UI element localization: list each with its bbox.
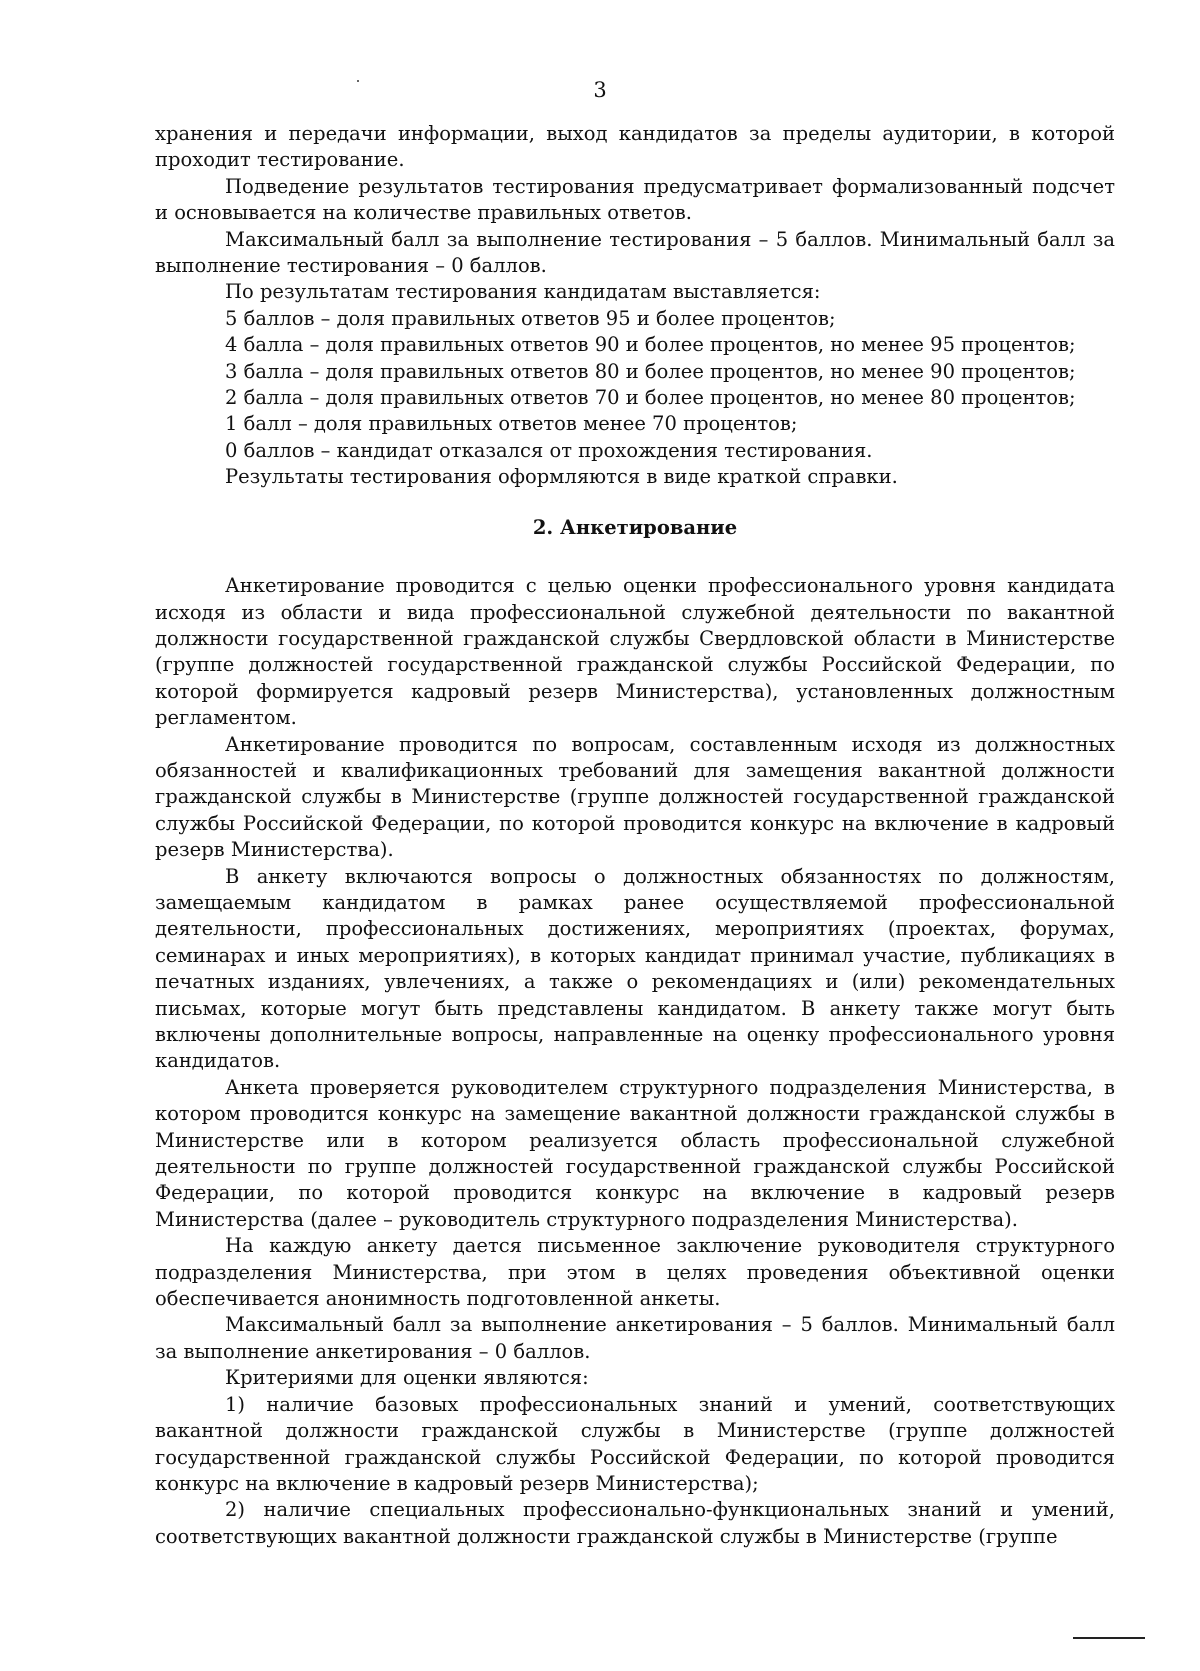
continuation-paragraph: хранения и передачи информации, выход кандидатов за пределы аудитории, в которой проходит тестирование. <box>155 122 1115 172</box>
score-item: 5 баллов – доля правильных ответов 95 и более процентов; <box>225 306 836 330</box>
criteria-intro-paragraph: Критериями для оценки являются: <box>225 1366 589 1390</box>
section-heading: 2. Анкетирование <box>532 515 738 539</box>
score-item: 2 балла – доля правильных ответов 70 и более процентов, но менее 80 процентов; <box>225 386 1076 410</box>
score-item: 1 балл – доля правильных ответов менее 70 процентов; <box>225 412 798 436</box>
section-paragraph: Анкета проверяется руководителем структурного подразделения Министерства, в котором проводится конкурс на замещение вакантной должности гражданской службы в Министерстве или в котором реализуется область профессиональной служебной деятельности по группе должностей государственной гражданской службы Российской Федерации, по которой проводится конкурс на включение в кадровый резерв Министерства (далее – руководитель структурного подразделения Министерства). <box>155 1075 1115 1231</box>
scoring-intro-paragraph: По результатам тестирования кандидатам выставляется: <box>225 280 821 304</box>
footer-rule <box>1073 1637 1145 1639</box>
score-item: 3 балла – доля правильных ответов 80 и более процентов, но менее 90 процентов; <box>225 359 1076 383</box>
score-item: 0 баллов – кандидат отказался от прохождения тестирования. <box>225 438 873 462</box>
section-paragraph: Анкетирование проводится с целью оценки профессионального уровня кандидата исходя из области и вида профессиональной служебной деятельности по вакантной должности государственной гражданской службы Свердловской области в Министерстве (группе должностей государственной гражданской службы Российской Федерации, по которой формируется кадровый резерв Министерства), установленных должностным регламентом. <box>155 574 1115 730</box>
max-min-score-paragraph: Максимальный балл за выполнение тестирования – 5 баллов. Минимальный балл за выполнение тестирования – 0 баллов. <box>155 227 1115 278</box>
results-format-paragraph: Результаты тестирования оформляются в виде краткой справки. <box>225 465 898 489</box>
criteria-item: 1) наличие базовых профессиональных знаний и умений, соответствующих вакантной должности гражданской службы в Министерстве (группе должностей государственной гражданской службы Российской Федерации, по которой проводится конкурс на включение в кадровый резерв Министерства); <box>155 1392 1115 1495</box>
results-summary-paragraph: Подведение результатов тестирования предусматривает формализованный подсчет и основывается на количестве правильных ответов. <box>155 174 1115 225</box>
document-body <box>155 121 1115 1550</box>
section-paragraph: В анкету включаются вопросы о должностных обязанностях по должностям, замещаемым кандидатом в рамках ранее осуществляемой профессиональной деятельности, профессиональных достижениях, мероприятиях (проектах, форумах, семинарах и иных мероприятиях), в которых кандидат принимал участие, публикациях в печатных изданиях, увлечениях, а также о рекомендациях и (или) рекомендательных письмах, которые могут быть представлены кандидатом. В анкету также могут быть включены дополнительные вопросы, направленные на оценку профессионального уровня кандидатов. <box>155 864 1115 1073</box>
criteria-item: 2) наличие специальных профессионально-функциональных знаний и умений, соответствующих вакантной должности гражданской службы в Министерстве (группе <box>155 1498 1115 1548</box>
section-paragraph: Анкетирование проводится по вопросам, составленным исходя из должностных обязанностей и квалификационных требований для замещения вакантной должности гражданской службы в Министерстве (группе должностей государственной гражданской службы Российской Федерации, по которой проводится конкурс на включение в кадровый резерв Министерства). <box>155 732 1115 862</box>
section-paragraph: На каждую анкету дается письменное заключение руководителя структурного подразделения Министерства, при этом в целях проведения объективной оценки обеспечивается анонимность подготовленной анкеты. <box>155 1234 1115 1311</box>
page-number: 3 <box>593 78 607 102</box>
section-paragraph: Максимальный балл за выполнение анкетирования – 5 баллов. Минимальный балл за выполнение анкетирования – 0 баллов. <box>155 1313 1115 1363</box>
score-item: 4 балла – доля правильных ответов 90 и более процентов, но менее 95 процентов; <box>225 333 1076 357</box>
score-list <box>155 306 1115 464</box>
